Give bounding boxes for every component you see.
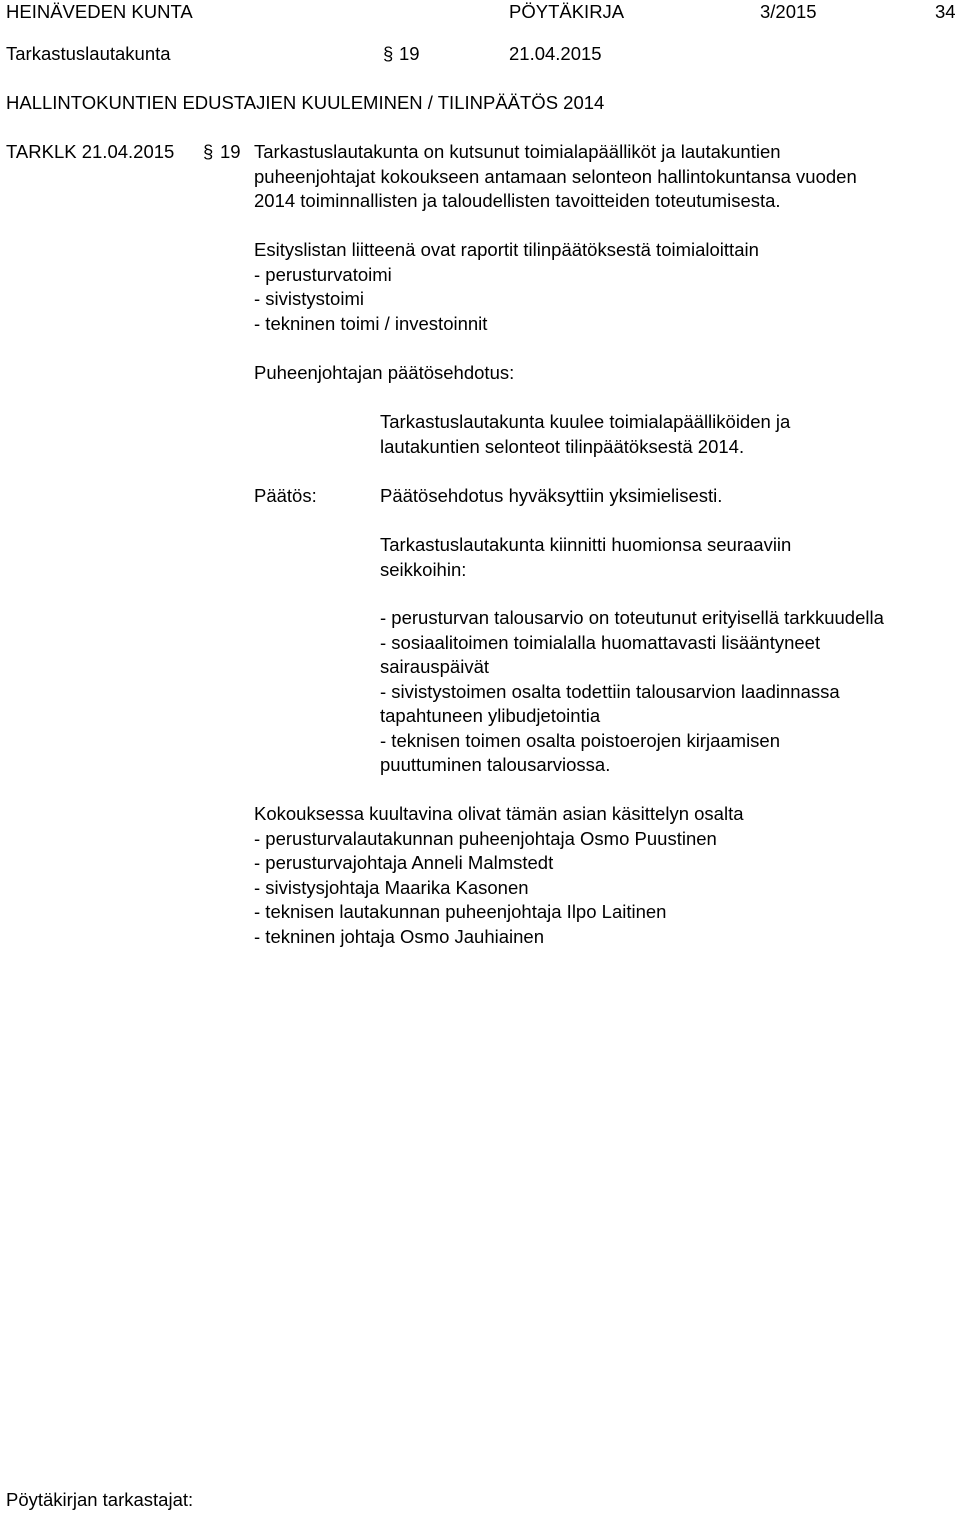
findings-line: tapahtuneen ylibudjetointia [380, 705, 601, 726]
body-name: Tarkastuslautakunta [6, 43, 171, 64]
municipality-name: HEINÄVEDEN KUNTA [6, 1, 193, 22]
intro-line: puheenjohtajat kokoukseen antamaan selonteon hallintokuntansa vuoden [254, 165, 857, 187]
findings-line: puuttuminen talousarviossa. [380, 754, 611, 775]
findings-line: sairauspäivät [380, 656, 490, 677]
document-type: PÖYTÄKIRJA [509, 1, 625, 22]
observations-line: seikkoihin: [380, 558, 467, 580]
findings-line: - teknisen toimen osalta poistoerojen kirjaamisen [380, 729, 781, 751]
page-number: 34 [935, 1, 956, 22]
findings-line: - sivistystoimen osalta todettiin talousarvion laadinnassa [380, 680, 840, 702]
section-number: 19 [399, 43, 420, 64]
item-title: HALLINTOKUNTIEN EDUSTAJIEN KUULEMINEN / TILINPÄÄTÖS 2014 [6, 92, 605, 113]
attachments-item: - perusturvatoimi [254, 263, 392, 285]
proposal-heading: Puheenjohtajan päätösehdotus: [254, 362, 515, 383]
attendee: - teknisen lautakunnan puheenjohtaja Ilpo Laitinen [254, 901, 667, 922]
attendee: - perusturvalautakunnan puheenjohtaja Osmo Puustinen [254, 827, 717, 849]
findings-line: - sosiaalitoimen toimialalla huomattavasti lisääntyneet [380, 631, 821, 653]
proposal-line: lautakuntien selonteot tilinpäätöksestä 2014. [380, 435, 745, 457]
intro-paragraph [254, 140, 857, 214]
attendees-heading: Kokouksessa kuultavina olivat tämän asian käsittelyn osalta [254, 803, 744, 824]
inspectors-label: Pöytäkirjan tarkastajat: [6, 1489, 194, 1510]
attachments-paragraph [254, 238, 759, 336]
attachments-item: - sivistystoimi [254, 288, 364, 309]
document-number: 3/2015 [760, 1, 817, 22]
attendee: - tekninen johtaja Osmo Jauhiainen [254, 925, 545, 947]
decision-text: Päätösehdotus hyväksyttiin yksimielisesti. [380, 485, 723, 506]
attendees-paragraph [254, 802, 744, 949]
decision-label: Päätös: [254, 485, 317, 506]
observations-line: Tarkastuslautakunta kiinnitti huomionsa seuraaviin [380, 534, 792, 555]
item-reference-number: 19 [220, 141, 241, 162]
item-reference-symbol: § [203, 141, 214, 162]
section-symbol: § [383, 43, 394, 64]
proposal-line: Tarkastuslautakunta kuulee toimialapäälliköiden ja [380, 411, 791, 432]
proposal-text [380, 410, 790, 459]
attachments-item: - tekninen toimi / investoinnit [254, 312, 488, 334]
intro-line: Tarkastuslautakunta on kutsunut toimialapäälliköt ja lautakuntien [254, 141, 781, 162]
meeting-date: 21.04.2015 [509, 43, 602, 64]
item-reference: TARKLK 21.04.2015 [6, 141, 175, 162]
attachments-line: Esityslistan liitteenä ovat raportit tilinpäätöksestä toimialoittain [254, 239, 759, 260]
attendee: - sivistysjohtaja Maarika Kasonen [254, 876, 529, 898]
attendee: - perusturvajohtaja Anneli Malmstedt [254, 852, 554, 873]
observations-paragraph [380, 533, 791, 582]
findings-line: - perusturvan talousarvio on toteutunut erityisellä tarkkuudella [380, 607, 884, 628]
findings-list [380, 606, 884, 778]
intro-line: 2014 toiminnallisten ja taloudellisten tavoitteiden toteutumisesta. [254, 190, 781, 211]
